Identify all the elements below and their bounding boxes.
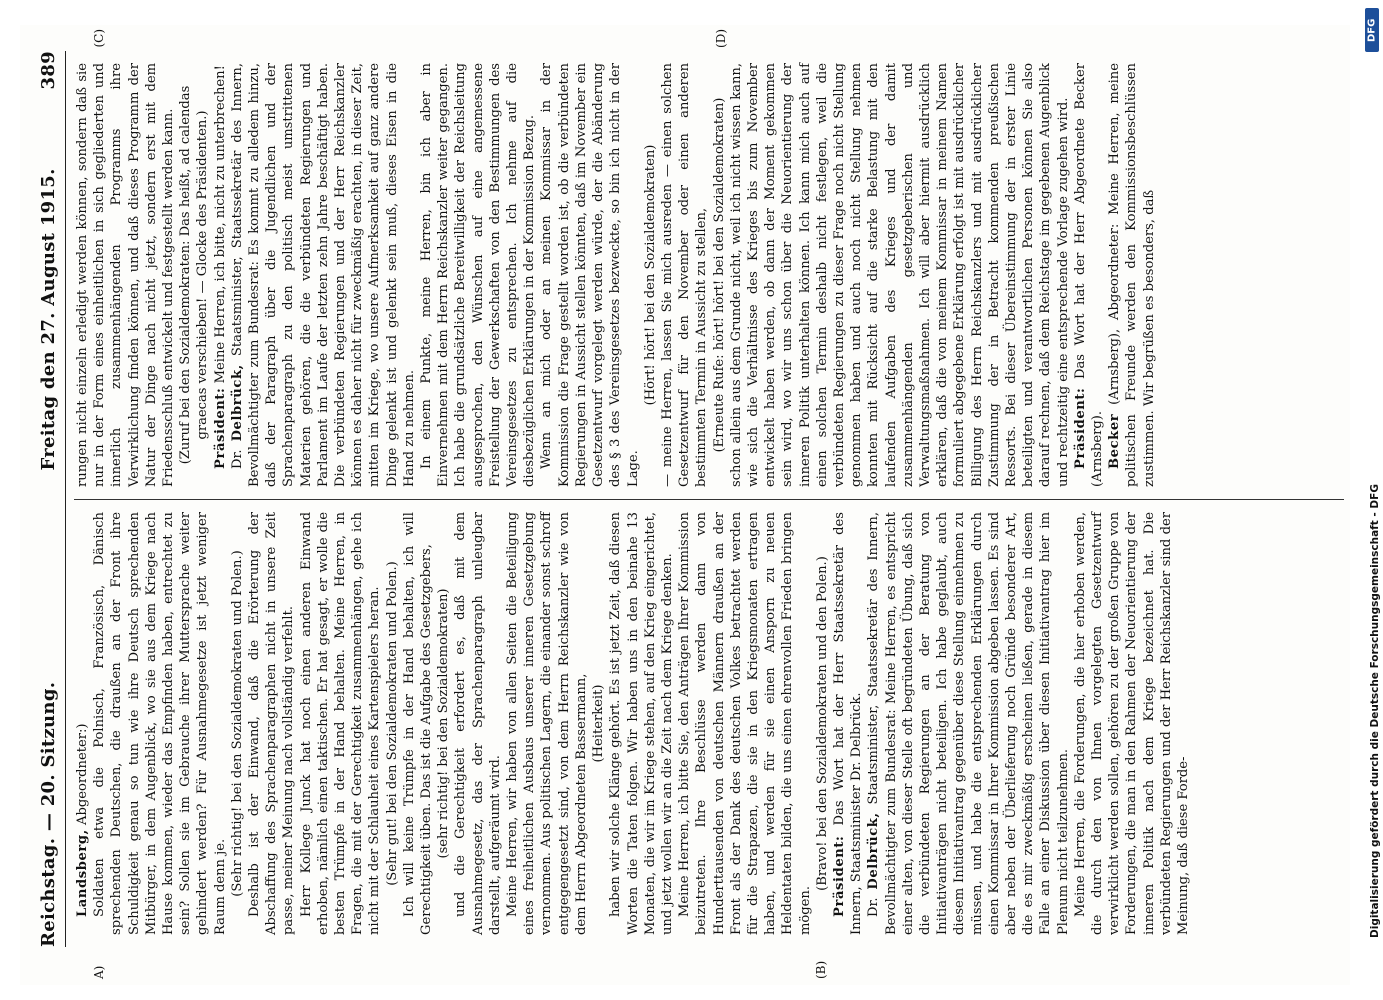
margin-mark-c: (C) xyxy=(92,29,106,48)
speech-text: Staatsminister, Staatssekretär des Innern, Bevollmächtigter zum Bundesrat: Meine Herren, es entspricht einer alten, von dieser Stelle oft begründeten Übung, daß sich die verbündeten Regierungen an der Beratung von Initiativanträgen nicht beteiligen. Ich habe geglaubt, auch diesem Initiativantrag gegenüber diese Stellung einnehmen zu müssen, und habe die entsprechenden Erklärungen durch einen Kommissar in Ihrer Kommission abgeben lassen. Es sind aber neben der Überlieferung noch Gründe besonderer Art, die es mir zweckmäßig erscheinen ließen, gerade in diesem Falle an einer Diskussion über diesen Initiativantrag hier im Plenum nicht teilzunehmen. xyxy=(866,512,1071,935)
speech-paragraph xyxy=(1106,63,1158,487)
page-header xyxy=(38,51,66,947)
margin-mark-d: (D) xyxy=(714,29,728,48)
interjection xyxy=(177,63,211,487)
body-paragraph xyxy=(538,63,641,487)
right-column xyxy=(74,51,1344,499)
body-paragraph xyxy=(659,63,711,487)
interjection-text: (Hört! hört! bei den Sozialdemokraten) xyxy=(642,144,658,406)
interjection-text: (Erneute Rufe: hört! hört! bei den Sozialdemokraten) xyxy=(711,97,727,453)
body-paragraph xyxy=(401,512,435,935)
interjection-text: (Bravo! bei den Sozialdemokraten und den Polen.) xyxy=(814,556,830,891)
body-paragraph xyxy=(1072,512,1192,935)
paragraph-text: schon allein aus dem Grunde nicht, weil ich nicht wissen kann, wie sich die Verhältnisse des Krieges bis zum November entwickelt haben werden, ob dann der Moment gekommen sein wird, wo wir uns schon über die Neuorientierung der inneren Politik unterhalten können. Ich kann mich auch auf einen solchen Termin deshalb nicht festlegen, weil die verbündeten Regierungen zu dieser Frage noch nicht Stellung genommen haben und auch noch nicht Stellung nehmen konnten mit Rücksicht auf die starke Belastung mit den laufenden Aufgaben des Krieges und der damit zusammenhängenden gesetzgeberischen und Verwaltungsmaßnahmen. Ich will aber hiermit ausdrücklich erklären, daß die von meinem Kommissar in meinem Namen formuliert abgegebene Erklärung erfolgt ist mit ausdrücklicher Billigung des Herrn Reichskanzlers und mit ausdrücklicher Zustimmung der in Betracht kommenden preußischen Ressorts. Bei dieser Übereinstimmung der in erster Linie beteiligten und verantwortlichen Personen können Sie also darauf rechnen, daß dem Reichstage im gegebenen Augenblick und rechtzeitig eine entsprechende Vorlage zugehen wird. xyxy=(728,63,1071,487)
speech-paragraph xyxy=(1072,63,1106,487)
paragraph-text: Wenn an mich oder an meinen Kommissar in der Kommission die Frage gestellt worden ist, ob die verbündeten Regierungen in Aussicht stellen könnten, daß im November ein Gesetzentwurf vorgelegt werden würde, der die Abänderung des § 3 des Vereinsgesetzes bezweckte, so bin ich nicht in der Lage. xyxy=(539,63,641,487)
speaker-role: (Arnsberg), Abgeordneter: xyxy=(1107,223,1123,405)
speech-paragraph xyxy=(212,63,229,487)
paragraph-text: Ich will keine Trümpfe in der Hand behalten, ich will Gerechtigkeit üben. Das ist die Aufgabe des Gesetzgebers, xyxy=(401,512,435,935)
header-left: Reichstag. — 20. Sitzung. xyxy=(38,681,59,947)
interjection-text: (sehr richtig! bei den Sozialdemokraten) xyxy=(436,588,452,859)
margin-mark-b: (B) xyxy=(814,960,828,979)
body-paragraph xyxy=(246,512,298,935)
interjection xyxy=(642,63,659,487)
margin-mark-a: A) xyxy=(92,965,106,979)
speech-text: Das Wort hat der Herr Abgeordnete Becker (Arnsberg). xyxy=(1072,63,1105,487)
interjection xyxy=(229,512,246,935)
text-columns xyxy=(74,29,1344,979)
speaker-name: Becker xyxy=(1107,413,1123,469)
left-column xyxy=(74,499,1344,947)
paragraph-text: rungen nicht einzeln erledigt werden können, sondern daß sie nur in der Form eines einheitlichen in sich gegliederten und innerlich zusammenhängenden Programms ihre Verwirklichung finden können, und daß dieses Programm der Natur der Dinge nach nicht jetzt, sondern erst mit dem Friedensschluß entwickelt und festgestellt werden kann. xyxy=(75,63,177,487)
speaker-name: Delbrück, xyxy=(229,364,245,442)
speech-paragraph xyxy=(74,512,91,935)
body-paragraph xyxy=(91,512,229,935)
speech-text: Meine Herren, ich bitte, nicht zu unterbrechen! xyxy=(212,65,228,384)
paragraph-text: Herr Kollege Junck hat noch einen anderen Einwand erhoben, nämlich einen taktischen. Er hat gesagt, er wolle die besten Trümpfe in der Hand behalten. Meine Herren, in Fragen, die mit der Gerechtigkeit zusammenhängen, gehe ich nicht mit der Schlauheit eines Kartenspielers heran. xyxy=(298,512,383,935)
interjection-text: (Heiterkeit) xyxy=(591,684,607,763)
interjection xyxy=(435,512,452,935)
speaker-title: Dr. xyxy=(866,897,882,917)
paragraph-text: Deshalb ist der Einwand, daß die Erörterung der Abschaffung des Sprachenparagraphen nicht in unsere Zeit passe, meiner Meinung nach vollständig verfehlt. xyxy=(247,512,297,935)
body-paragraph xyxy=(452,512,504,935)
speaker-name: Präsident: xyxy=(1072,387,1088,469)
paragraph-text: und die Gerechtigkeit erfordert es, daß mit dem Ausnahmegesetz, das der Sprachenparagraph unleugbar darstellt, aufgeräumt wird. xyxy=(453,512,503,935)
paragraph-text: In einem Punkte, meine Herren, bin ich aber in Einvernehmen mit dem Herrn Reichskanzler weiter gegangen. Ich habe die grundsätzliche Bereitwilligkeit der Reichsleitung ausgesprochen, den Wünschen auf eine angemessene Freistellung der Gewerkschaften von den Bestimmungen des Vereinsgesetzes zu entsprechen. Ich nehme auf die diesbezüglichen Erklärungen in der Kommission Bezug. xyxy=(419,63,538,487)
paragraph-text: Meine Herren, die Forderungen, die hier erhoben werden, die durch den von Ihnen vorgelegten Gesetzentwurf verwirklicht werden sollen, gehören zu der großen Gruppe von Forderungen, die man in den Rahmen der Neuorientierung der inneren Politik nach dem Kriege bezeichnet hat. Die verbündeten Regierungen und der Herr Reichskanzler sind der Meinung, daß diese Forde- xyxy=(1072,512,1191,935)
interjection xyxy=(711,63,728,487)
paragraph-text: — meine Herren, lassen Sie mich ausreden — einen solchen Gesetzentwurf für den November oder einen anderen bestimmten Termin in Aussicht zu stellen, xyxy=(659,63,710,487)
rotated-scan-page xyxy=(20,25,1350,985)
speaker-role: Abgeordneter:) xyxy=(75,723,90,825)
interjection xyxy=(590,512,607,935)
interjection xyxy=(384,512,401,935)
body-paragraph xyxy=(298,512,384,935)
speech-paragraph xyxy=(865,512,1071,935)
header-date: Freitag den 27. August 1915. xyxy=(38,168,59,471)
body-paragraph xyxy=(607,512,676,935)
speaker-name: Landsberg, xyxy=(75,829,90,917)
paragraph-text: Meine Herren, ich bitte Sie, den Anträgen Ihrer Kommission beizutreten. Ihre Beschlüsse werden dann von Hunderttausenden von deutschen Männern draußen an der Front als der Dank des deutschen Volkes betrachtet werden für die Strapazen, die sie in den Kriegsmonaten ertragen haben, und werden für sie einen Ansporn zu neuen Heldentaten bilden, die uns einen ehrenvollen Frieden bringen mögen. xyxy=(677,512,813,935)
speaker-name: Präsident: xyxy=(831,835,847,917)
body-paragraph xyxy=(728,63,1072,487)
interjection-text: (Zuruf bei den Sozialdemokraten: Das heißt, ad calendas graecas verschieben! — Glocke des Präsidenten.) xyxy=(178,85,211,465)
speaker-title: Dr. xyxy=(229,449,245,469)
page-number: 389 xyxy=(38,51,59,90)
speech-text: Meine Herren, meine politischen Freunde werden den Kommissionsbeschlüssen zustimmen. Wir begrüßen es besonders, daß xyxy=(1107,63,1157,487)
digitization-note: Digitalisierung gefördert durch die Deutsche Forschungsgemeinschaft - DFG xyxy=(1369,484,1381,938)
newspaper-page xyxy=(20,25,1350,985)
header-right xyxy=(38,51,59,471)
paragraph-text: haben wir solche Klänge gehört. Es ist jetzt Zeit, daß diesen Worten die Taten folgen. Wir haben uns in den beinahe 13 Monaten, die wir im Kriege stehen, auf den Krieg eingerichtet, und jetzt wollen wir an die Zeit nach dem Kriege denken. xyxy=(608,512,675,935)
body-paragraph xyxy=(676,512,814,935)
body-paragraph xyxy=(74,63,177,487)
paragraph-text: Soldaten etwa die Polnisch, Französisch, Dänisch sprechenden Deutschen, die draußen an der Front ihre Schuldigkeit genau so tun wie ihre Deutsch sprechenden Mitbürger, in dem Augenblick, wo sie aus dem Kriege nach Hause kommen, wieder das Empfinden haben, entrechtet zu sein? Sollen sie im Gebrauche ihrer Muttersprache weiter gehindert werden? Für Ausnahmegesetze ist jetzt weniger Raum denn je. xyxy=(92,512,228,935)
interjection-text: (Sehr gut! bei den Sozialdemokraten und Polen.) xyxy=(384,561,400,886)
speech-text: Staatsminister, Staatssekretär des Innern, Bevollmächtigter zum Bundesrat: Es kommt zu alledem hinzu, daß der Paragraph über die Jugendlichen und der Sprachenparagraph zu den politisch meist umstrittenen Materien gehören, die die verbündeten Regierungen und Parlament im Laufe der letzten zehn Jahre beschäftigt haben. Die verbündeten Regierungen und der Herr Reichskanzler können es daher nicht für zweckmäßig erachten, in dieser Zeit, mitten im Kriege, wo unsere Aufmerksamkeit auf ganz andere Dinge gelenkt ist und gelenkt sein muß, dieses Eisen in die Hand zu nehmen. xyxy=(229,63,417,487)
interjection-text: (Sehr richtig! bei den Sozialdemokraten und Polen.) xyxy=(229,550,245,897)
paragraph-text: Meine Herren, wir haben von allen Seiten die Beteiligung eines freiheitlichen Ausbaus unserer inneren Gesetzgebung vernommen. Aus politischen Lagern, die einander sonst schroff entgegengesetzt sind, von dem Herrn Reichskanzler wie von dem Herrn Abgeordneten Bassermann, xyxy=(505,512,589,935)
body-paragraph xyxy=(418,63,538,487)
interjection xyxy=(814,512,831,935)
dfg-logo: DFG xyxy=(1365,8,1379,52)
speech-text: Das Wort hat der Herr Staatssekretär des Innern, Staatsminister Dr. Delbrück. xyxy=(831,512,865,935)
speaker-name: Präsident: xyxy=(212,387,228,469)
body-paragraph xyxy=(504,512,590,935)
speaker-name: Delbrück, xyxy=(866,812,882,890)
speech-paragraph xyxy=(831,512,865,935)
speech-paragraph xyxy=(229,63,418,487)
